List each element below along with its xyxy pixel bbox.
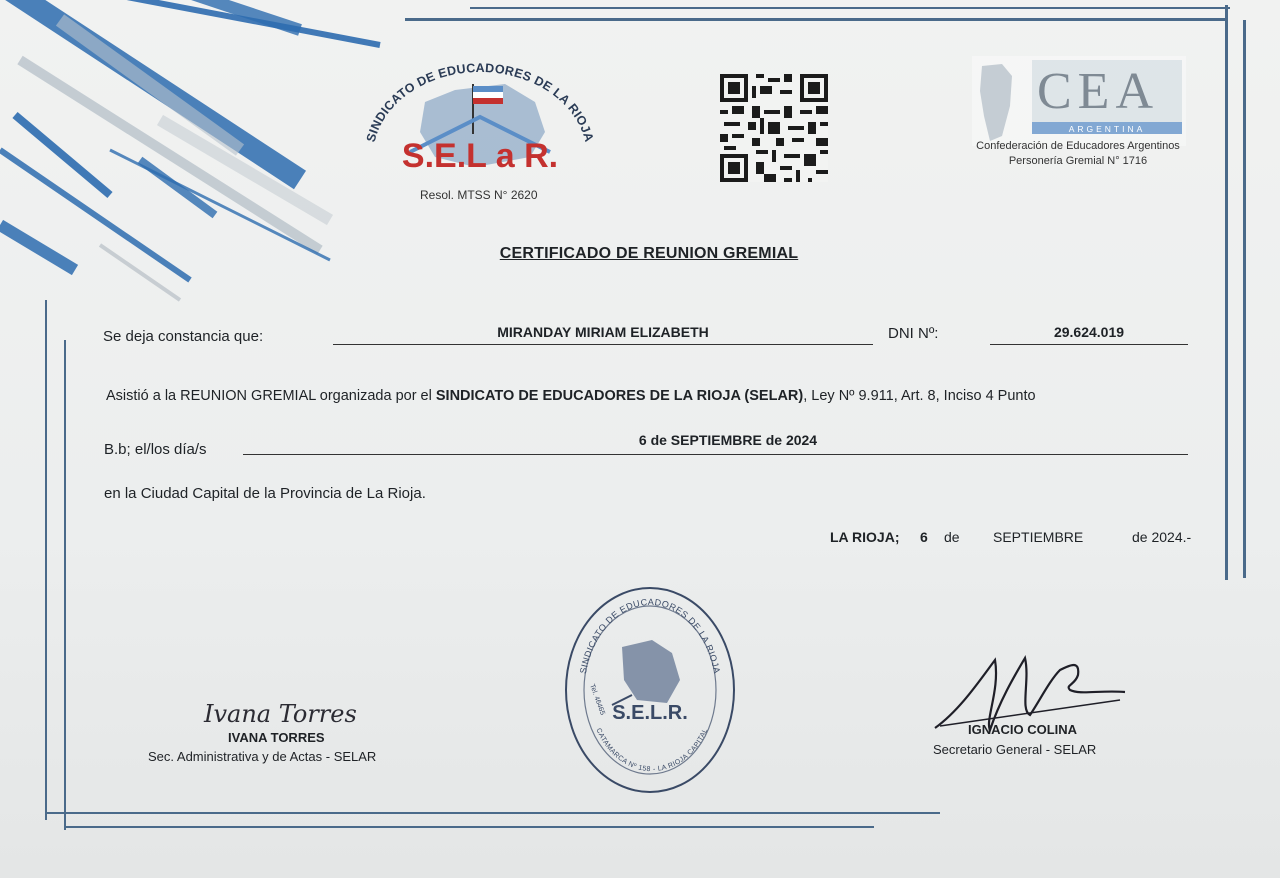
- signature-ivana-torres: [200, 688, 360, 732]
- frame-left-2: [64, 340, 66, 830]
- logo-acronym: S.E.L a R.: [401, 137, 559, 175]
- date-city: LA RIOJA;: [830, 529, 900, 545]
- signer-right-role: Secretario General - SELAR: [933, 742, 1097, 757]
- attendance-text-end: , Ley Nº 9.911, Art. 8, Inciso 4 Punto: [803, 388, 1036, 404]
- member-name: MIRANDAY MIRIAM ELIZABETH: [497, 324, 709, 340]
- cea-logo: [972, 56, 1186, 146]
- dni-field: [990, 322, 1188, 345]
- stamp-acronym: S.E.L.R.: [612, 702, 688, 724]
- stamp-phone: Tel. 46465: [588, 683, 606, 717]
- svg-text:CATAMARCA Nº 158 - LA RIOJA CA: [595, 727, 710, 773]
- signer-right-name: IGNACIO COLINA: [968, 722, 1078, 737]
- frame-bottom-2: [64, 826, 874, 828]
- constancia-label: Se deja constancia que:: [103, 328, 264, 345]
- signer-left-name: IVANA TORRES: [228, 730, 325, 745]
- cea-name: CEA: [1037, 63, 1159, 120]
- frame-bottom-1: [45, 812, 940, 814]
- dni-value: 29.624.019: [1053, 324, 1125, 340]
- dni-label: DNI Nº:: [888, 325, 939, 342]
- frame-left-1: [45, 300, 47, 820]
- date-de: de: [944, 529, 960, 545]
- frame-top-1: [405, 18, 1225, 21]
- union-seal-stamp: [562, 585, 738, 795]
- days-label: B.b; el/los día/s: [104, 441, 207, 458]
- frame-top-2: [470, 7, 1230, 9]
- resolution-text: Resol. MTSS N° 2620: [420, 188, 538, 202]
- attendance-paragraph: [106, 388, 1036, 404]
- logo-arc-text: SINDICATO DE EDUCADORES DE LA RIOJA: [363, 62, 597, 144]
- date-year: de 2024.-: [1132, 529, 1192, 545]
- stamp-arc-text: SINDICATO DE EDUCADORES DE LA RIOJA: [577, 596, 723, 675]
- cea-country: ARGENTINA: [1068, 124, 1146, 134]
- handwritten-signature-left: Ivana Torres: [204, 700, 357, 728]
- attendance-text-start: Asistió a la REUNION GREMIAL organizada por el: [106, 388, 436, 404]
- signer-left-role: Sec. Administrativa y de Actas - SELAR: [148, 749, 377, 764]
- stamp-address: CATAMARCA Nº 158 - LA RIOJA CAPITAL: [594, 727, 710, 774]
- days-field: [243, 432, 1188, 455]
- date-day: 6: [920, 529, 928, 545]
- member-name-field: [333, 322, 873, 345]
- frame-right-2: [1243, 20, 1246, 578]
- certificate-title: CERTIFICADO DE REUNION GREMIAL: [499, 245, 799, 262]
- cea-full-name: Confederación de Educadores Argentinos: [976, 140, 1180, 152]
- days-value: 6 de SEPTIEMBRE de 2024: [638, 432, 818, 448]
- cea-registration: Personería Gremial N° 1716: [1008, 155, 1148, 167]
- location-line: en la Ciudad Capital de la Provincia de La Rioja.: [104, 485, 426, 502]
- union-name: SINDICATO DE EDUCADORES DE LA RIOJA (SELAR): [435, 388, 804, 404]
- qr-code-icon: [720, 74, 828, 182]
- date-month: SEPTIEMBRE: [993, 529, 1084, 545]
- frame-right-1: [1225, 5, 1228, 580]
- decorative-stripes: [0, 0, 390, 310]
